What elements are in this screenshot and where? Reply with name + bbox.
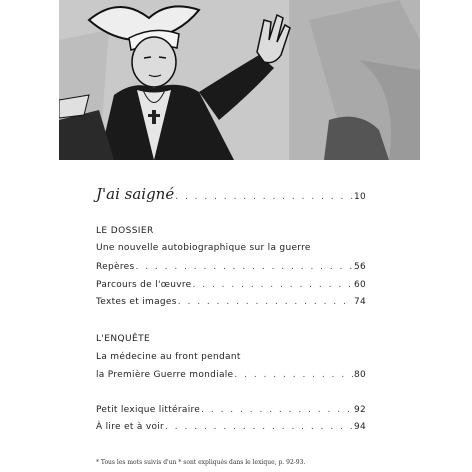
toc-entry-page: 74 [353, 297, 366, 307]
toc-entry-reperes[interactable] [96, 262, 366, 272]
dot-leader [234, 370, 353, 380]
toc-entry-page: 56 [353, 262, 366, 272]
toc-entry-label: Repères [96, 262, 135, 272]
cover-illustration [59, 0, 420, 160]
toc-entry-lexique[interactable] [96, 405, 366, 415]
toc-entry-medecine[interactable] [96, 370, 366, 380]
toc-entry-textes-images[interactable] [96, 297, 366, 307]
toc-entry-page: 92 [353, 405, 366, 415]
toc-entry-page: 60 [353, 280, 366, 290]
toc-entry-a-lire[interactable] [96, 422, 366, 432]
priest-illustration [59, 0, 420, 160]
toc-entry-label: J'ai saigné [96, 185, 175, 203]
toc-entry-main[interactable] [96, 185, 366, 203]
section-heading-dossier: LE DOSSIER [96, 226, 154, 236]
section-heading-enquete: L'ENQUÊTE [96, 334, 151, 344]
toc-entry-label: la Première Guerre mondiale [96, 370, 234, 380]
toc-entry-label: À lire et à voir [96, 422, 165, 432]
toc-entry-page: 80 [353, 370, 366, 380]
footnote: * Tous les mots suivis d'un * sont expliqués dans le lexique, p. 92-93. [96, 459, 306, 466]
section-subtitle-dossier: Une nouvelle autobiographique sur la guerre [96, 243, 311, 253]
toc-entry-parcours[interactable] [96, 280, 366, 290]
dot-leader [193, 280, 353, 290]
toc-entry-label: Petit lexique littéraire [96, 405, 201, 415]
toc-entry-medecine-line1[interactable]: La médecine au front pendant [96, 352, 241, 362]
toc-entry-label: Textes et images [96, 297, 177, 307]
toc-entry-page: 94 [353, 422, 366, 432]
dot-leader [135, 262, 352, 272]
dot-leader [175, 192, 353, 202]
dot-leader [178, 297, 353, 307]
toc-entry-page: 10 [353, 192, 366, 202]
dot-leader [165, 422, 353, 432]
dot-leader [201, 405, 353, 415]
toc-entry-label: Parcours de l'œuvre [96, 280, 192, 290]
